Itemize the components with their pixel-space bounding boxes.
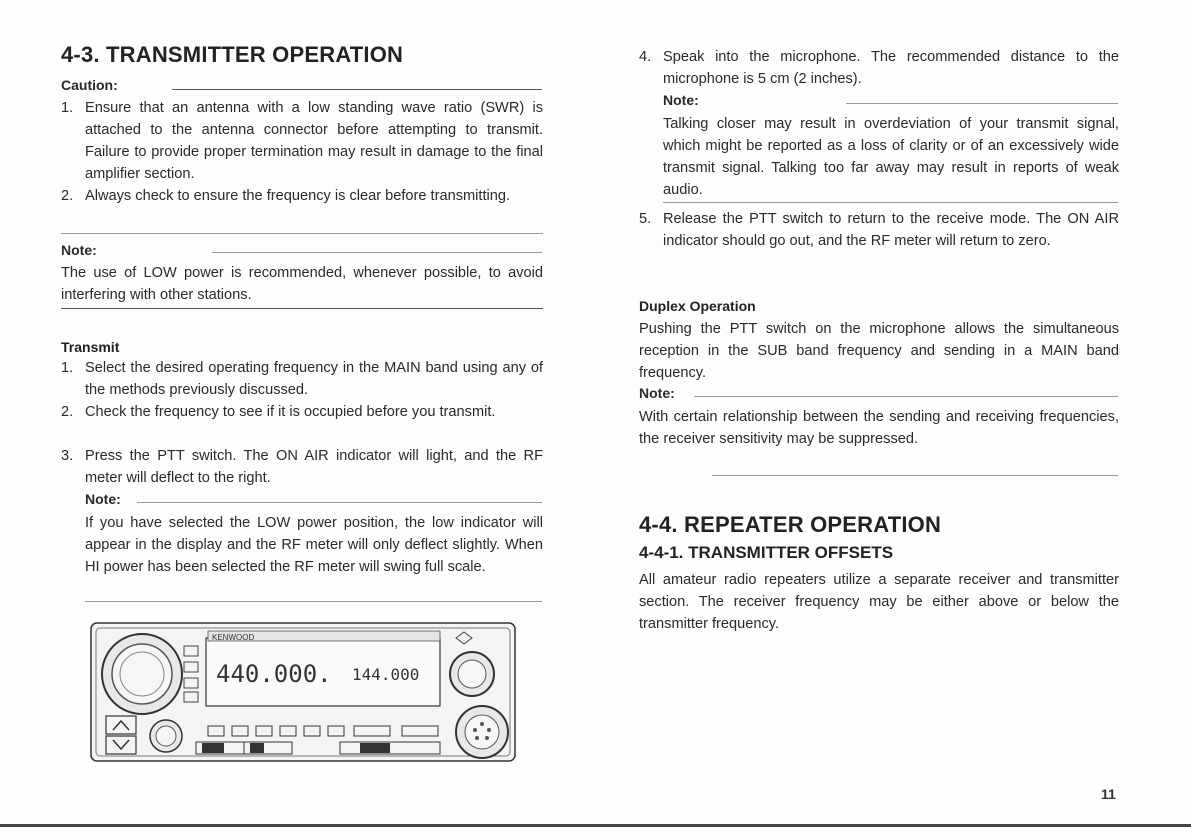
note-label: Note: <box>61 242 97 258</box>
section-heading-transmitter-operation: 4-3. TRANSMITTER OPERATION <box>61 42 404 67</box>
transmit-item-number: 5. <box>639 211 652 227</box>
transmit-heading: Transmit <box>61 339 120 355</box>
radio-front-panel-illustration <box>90 622 516 762</box>
transmit-note-label: Note: <box>85 491 121 507</box>
transmit-note-end-rule <box>85 601 542 602</box>
note-end-rule <box>61 308 543 309</box>
duplex-note-end-rule <box>712 475 1118 476</box>
radio-panel-drawing <box>90 622 516 762</box>
caution-label: Caution: <box>61 77 118 93</box>
item4-note-text: Talking closer may result in overdeviation of your transmit signal, which might be reported as a loss of clarity or of an excessively wide transmit signal. Talking too far away may result in reports of weak audio. <box>663 116 1119 198</box>
item4-note-end-rule <box>663 202 1118 203</box>
note-rule <box>212 252 542 253</box>
transmit-item-text: Check the frequency to see if it is occupied before you transmit. <box>85 404 496 420</box>
transmit-item-text: Speak into the microphone. The recommended distance to the microphone is 5 cm (2 inches). <box>663 49 1119 87</box>
transmit-item-2 <box>61 401 543 445</box>
note-text: The use of LOW power is recommended, whenever possible, to avoid interfering with other stations. <box>61 265 543 303</box>
transmit-item-number: 2. <box>61 404 74 420</box>
duplex-operation-text: Pushing the PTT switch on the microphone allows the simultaneous reception in the SUB band frequency and sending in a MAIN band frequency. <box>639 321 1119 381</box>
transmit-item-4 <box>639 46 1119 90</box>
caution-item-text: Always check to ensure the frequency is clear before transmitting. <box>85 188 511 204</box>
page-bottom-edge <box>0 824 1191 827</box>
transmit-item-3 <box>61 445 543 489</box>
item4-note-rule <box>846 103 1118 104</box>
transmit-item-number: 4. <box>639 49 652 65</box>
duplex-operation-heading: Duplex Operation <box>639 298 756 314</box>
transmit-item-text: Select the desired operating frequency in the MAIN band using any of the methods previously discussed. <box>85 360 543 398</box>
duplex-note-text: With certain relationship between the sending and receiving frequencies, the receiver sensitivity may be suppressed. <box>639 409 1119 447</box>
caution-item-number: 1. <box>61 100 74 116</box>
transmit-item-text: Release the PTT switch to return to the receive mode. The ON AIR indicator should go out, and the RF meter will return to zero. <box>663 211 1119 249</box>
radio-main-frequency: 440.000. <box>216 660 332 688</box>
transmit-item-text: Press the PTT switch. The ON AIR indicator will light, and the RF meter will deflect to the right. <box>85 448 543 486</box>
transmit-item-5 <box>639 208 1119 274</box>
transmit-item-number: 1. <box>61 360 74 376</box>
duplex-note-rule <box>694 396 1118 397</box>
caution-item-1 <box>61 97 543 185</box>
transmit-item-1 <box>61 357 543 401</box>
radio-brand: KENWOOD <box>212 633 255 642</box>
item4-note-label: Note: <box>663 92 699 108</box>
radio-sub-frequency: 144.000 <box>352 665 420 684</box>
duplex-note-label: Note: <box>639 385 675 401</box>
transmit-note-rule <box>137 502 542 503</box>
caution-rule <box>172 89 542 90</box>
page-number: 11 <box>1101 786 1116 802</box>
transmit-item-number: 3. <box>61 448 74 464</box>
caution-end-rule <box>61 233 543 234</box>
transmit-note-text: If you have selected the LOW power position, the low indicator will appear in the display and the RF meter will only deflect slightly. When HI power has been selected the RF meter will swing full scale. <box>85 515 543 575</box>
caution-item-2 <box>61 185 543 229</box>
caution-item-number: 2. <box>61 188 74 204</box>
caution-item-text: Ensure that an antenna with a low standing wave ratio (SWR) is attached to the antenna connector before attempting to transmit. Failure to provide proper termination may result in damage to the final amplifier section. <box>85 100 543 182</box>
subsection-heading-transmitter-offsets: 4-4-1. TRANSMITTER OFFSETS <box>639 543 894 562</box>
section-heading-repeater-operation: 4-4. REPEATER OPERATION <box>639 512 942 537</box>
repeater-text: All amateur radio repeaters utilize a separate receiver and transmitter section. The receiver frequency may be either above or below the transmitter frequency. <box>639 572 1119 632</box>
